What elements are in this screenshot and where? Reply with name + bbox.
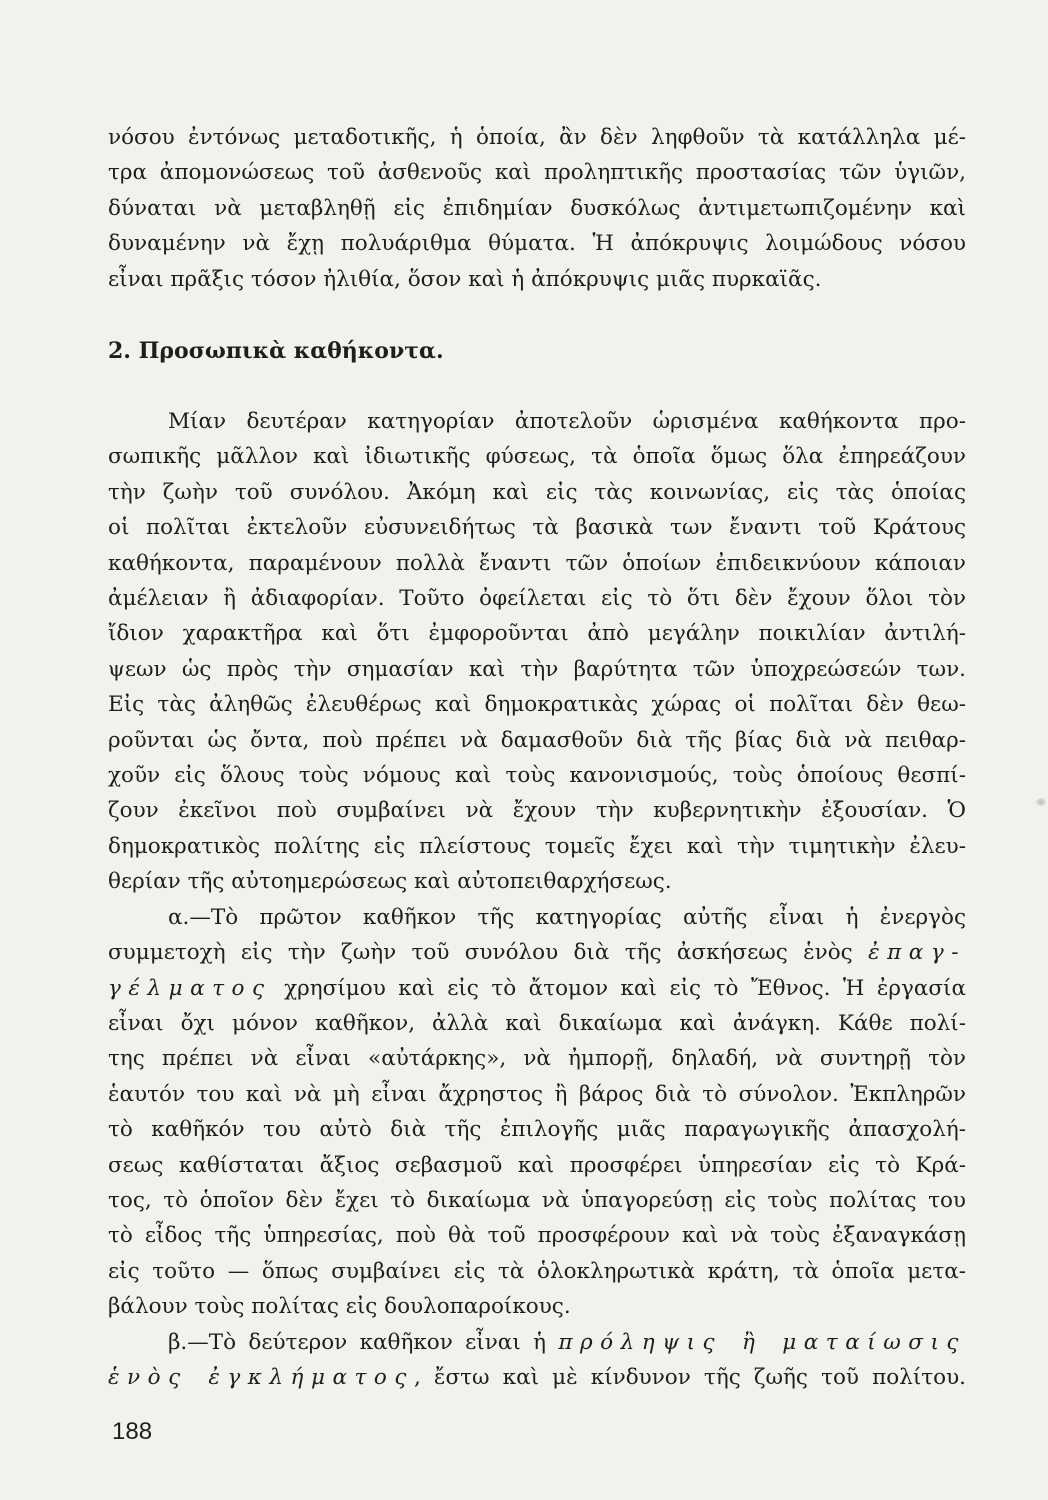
emphasis-text: πρόληψις ἢ ματαίωσις (558, 1329, 966, 1355)
page-number: 188 (112, 1418, 153, 1445)
paper-speck (1036, 798, 1046, 806)
text-line: θερίαν τῆς αὐτοημερώσεως καὶ αὐτοπειθαρχήσεως. (108, 869, 672, 895)
paragraph-continued (108, 120, 966, 297)
section-heading: 2. Προσωπικὰ καθήκοντα. (108, 338, 444, 364)
text-line: σεως καθίσταται ἄξιος σεβασμοῦ καὶ προσφέρει ὑπηρεσίαν εἰς τὸ Κρά- (108, 1152, 966, 1178)
text-line: τὸ καθῆκόν του αὐτὸ διὰ τῆς ἐπιλογῆς μιᾶς παραγωγικῆς ἀπασχολή- (108, 1117, 966, 1143)
text-run: , ἔστω καὶ μὲ κίνδυνον τῆς ζωῆς τοῦ πολίτου. (413, 1364, 966, 1390)
text-line: Εἰς τὰς ἀληθῶς ἐλευθέρως καὶ δημοκρατικὰς χώρας οἱ πολῖται δὲν θεω- (108, 692, 966, 718)
text-line: δημοκρατικὸς πολίτης εἰς πλείστους τομεῖς ἔχει καὶ τὴν τιμητικὴν ἐλευ- (108, 833, 966, 859)
text-line: τος, τὸ ὁποῖον δὲν ἔχει τὸ δικαίωμα νὰ ὑπαγορεύσῃ εἰς τοὺς πολίτας του (108, 1187, 966, 1213)
emphasis-text: γέλματος (108, 975, 272, 1001)
text-line: της πρέπει νὰ εἶναι «αὐτάρκης», νὰ ἠμπορῇ, δηλαδή, νὰ συντηρῇ τὸν (108, 1046, 966, 1072)
text-line: νόσου ἐντόνως μεταδοτικῆς, ἡ ὁποία, ἂν δὲν ληφθοῦν τὰ κατάλληλα μέ- (108, 125, 966, 150)
text-line: α.—Τὸ πρῶτον καθῆκον τῆς κατηγορίας αὐτῆς εἶναι ἡ ἐνεργὸς (168, 904, 966, 930)
emphasis-text: ἐπαγ- (868, 940, 966, 966)
text-line: βάλουν τοὺς πολίτας εἰς δουλοπαροίκους. (108, 1294, 571, 1320)
text-line: τὸ εἶδος τῆς ὑπηρεσίας, ποὺ θὰ τοῦ προσφέρουν καὶ νὰ τοὺς ἐξαναγκάσῃ (108, 1223, 966, 1249)
text-run: συμμετοχὴ εἰς τὴν ζωὴν τοῦ συνόλου διὰ τῆς ἀσκήσεως ἑνὸς (108, 940, 853, 966)
text-line: ροῦνται ὡς ὄντα, ποὺ πρέπει νὰ δαμασθοῦν διὰ τῆς βίας διὰ νὰ πειθαρ- (108, 727, 966, 753)
text-line: ἴδιον χαρακτῆρα καὶ ὅτι ἐμφοροῦνται ἀπὸ μεγάλην ποικιλίαν ἀντιλή- (108, 621, 966, 647)
text-line: σωπικῆς μᾶλλον καὶ ἰδιωτικῆς φύσεως, τὰ ὁποῖα ὅμως ὅλα ἐπηρεάζουν (108, 444, 966, 470)
text-line: τρα ἀπομονώσεως τοῦ ἀσθενοῦς καὶ προληπτικῆς προστασίας τῶν ὑγιῶν, (108, 160, 966, 186)
text-line (108, 1360, 966, 1395)
text-line: εἶναι ὄχι μόνον καθῆκον, ἀλλὰ καὶ δικαίωμα καὶ ἀνάγκη. Κάθε πολί- (108, 1010, 966, 1036)
text-line: εἰς τοῦτο — ὅπως συμβαίνει εἰς τὰ ὁλοκληρωτικὰ κράτη, τὰ ὁποῖα μετα- (108, 1258, 966, 1284)
text-run: β.—Τὸ δεύτερον καθῆκον εἶναι ἡ (168, 1329, 546, 1355)
text-line: χοῦν εἰς ὅλους τοὺς νόμους καὶ τοὺς κανονισμούς, τοὺς ὁποίους θεσπί- (108, 763, 966, 789)
text-run: χρησίμου καὶ εἰς τὸ ἄτομον καὶ εἰς τὸ Ἔθνος. Ἡ ἐργασία (284, 975, 966, 1001)
text-line: ἑαυτόν του καὶ νὰ μὴ εἶναι ἄχρηστος ἢ βάρος διὰ τὸ σύνολον. Ἐκπληρῶν (108, 1081, 966, 1107)
text-line: Μίαν δευτέραν κατηγορίαν ἀποτελοῦν ὡρισμένα καθήκοντα προ- (168, 409, 966, 434)
text-line (108, 971, 966, 1006)
text-line: καθήκοντα, παραμένουν πολλὰ ἔναντι τῶν ὁποίων ἐπιδεικνύουν κάποιαν (108, 550, 966, 576)
text-line (108, 1325, 966, 1360)
text-line: δυναμένην νὰ ἔχῃ πολυάριθμα θύματα. Ἡ ἀπόκρυψις λοιμώδους νόσου (108, 231, 966, 257)
text-line: δύναται νὰ μεταβληθῇ εἰς ἐπιδημίαν δυσκόλως ἀντιμετωπιζομένην καὶ (108, 195, 966, 221)
emphasis-text: ἑνὸς ἐγκλήματος (108, 1364, 414, 1390)
text-line (108, 935, 966, 970)
text-line: εἶναι πρᾶξις τόσον ἠλιθία, ὅσον καὶ ἡ ἀπόκρυψις μιᾶς πυρκαϊᾶς. (108, 266, 822, 292)
text-line: τὴν ζωὴν τοῦ συνόλου. Ἀκόμη καὶ εἰς τὰς κοινωνίας, εἰς τὰς ὁποίας (108, 479, 966, 505)
text-line: ψεων ὡς πρὸς τὴν σημασίαν καὶ τὴν βαρύτητα τῶν ὑποχρεώσεών των. (108, 656, 966, 682)
text-line: ἀμέλειαν ἢ ἀδιαφορίαν. Τοῦτο ὀφείλεται εἰς τὸ ὅτι δὲν ἔχουν ὅλοι τὸν (108, 586, 966, 612)
text-line: οἱ πολῖται ἐκτελοῦν εὐσυνειδήτως τὰ βασικὰ των ἔναντι τοῦ Κράτους (108, 515, 966, 541)
text-line: ζουν ἐκεῖνοι ποὺ συμβαίνει νὰ ἔχουν τὴν κυβερνητικὴν ἐξουσίαν. Ὁ (108, 798, 966, 824)
paragraph-intro (108, 404, 966, 1395)
